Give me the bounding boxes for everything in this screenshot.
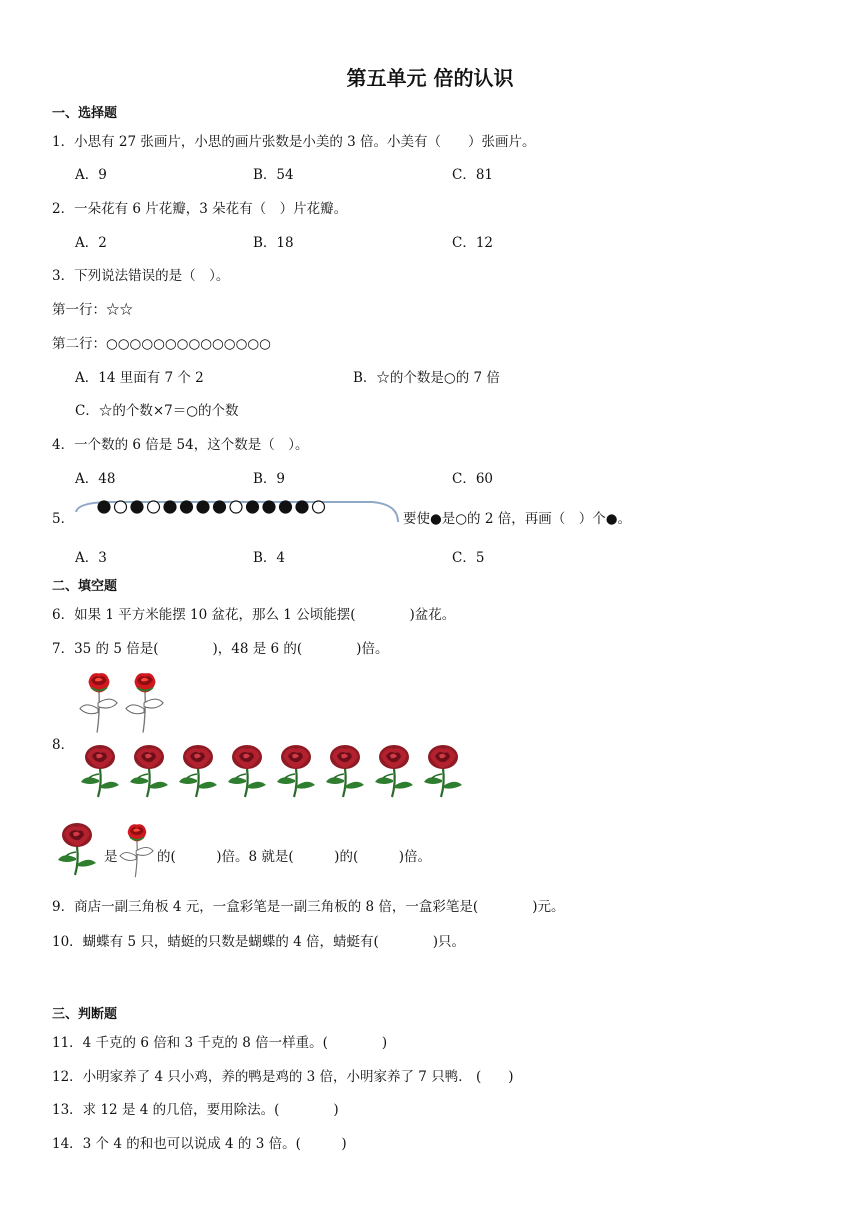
solid-bead [280,501,292,513]
q3-option-c[interactable]: C．☆的个数×7＝○的个数 [75,403,239,419]
question-12: 12．小明家养了 4 只小鸡，养的鸭是鸡的 3 倍，小明家养了 7 只鸭． ( ) [52,1069,514,1085]
solid-bead [164,501,176,513]
q8-number: 8． [52,737,75,753]
big-rose-icon [372,744,416,798]
solid-bead [263,501,275,513]
q5-option-a[interactable]: A．3 [75,550,107,566]
section-heading-choice: 一、选择题 [52,106,118,121]
question-5: 要使●是○的 2 倍，再画（ ）个●。 [403,511,632,527]
q8-question-text: 的( )倍。8 就是( )的( )倍。 [157,849,431,865]
question-1: 1．小思有 27 张画片，小思的画片张数是小美的 3 倍。小美有（ ）张画片。 [52,134,536,150]
q2-option-c[interactable]: C．12 [452,235,494,251]
hollow-bead [313,501,325,513]
hollow-bead [230,501,242,513]
q5-option-c[interactable]: C．5 [452,550,485,566]
hollow-bead [148,501,160,513]
bead-string-figure [72,494,402,528]
q4-option-b[interactable]: B．9 [253,471,286,487]
big-rose-icon [127,744,171,798]
question-10: 10．蝴蝶有 5 只，蜻蜓的只数是蝴蝶的 4 倍，蜻蜓有( )只。 [52,934,466,950]
question-14: 14．3 个 4 的和也可以说成 4 的 3 倍。( ) [52,1136,347,1152]
question-4: 4．一个数的 6 倍是 54，这个数是（ ）。 [52,437,309,453]
q4-option-a[interactable]: A．48 [75,471,116,487]
q2-option-b[interactable]: B．18 [253,235,294,251]
question-6: 6．如果 1 平方米能摆 10 盆花，那么 1 公顷能摆( )盆花。 [52,607,456,623]
big-rose-icon [323,744,367,798]
small-rose-icon [78,670,120,734]
solid-bead [247,501,259,513]
q1-option-c[interactable]: C．81 [452,167,494,183]
solid-bead [98,501,110,513]
q1-option-a[interactable]: A．9 [75,167,107,183]
q5-number: 5． [52,511,75,527]
big-rose-icon [78,744,122,798]
small-rose-row [78,670,170,738]
question-13: 13．求 12 是 4 的几倍，要用除法。( ) [52,1102,339,1118]
question-11: 11．4 千克的 6 倍和 3 千克的 8 倍一样重。( ) [52,1035,388,1051]
section-heading-judge: 三、判断题 [52,1007,118,1022]
big-rose-icon [176,744,220,798]
q3-option-b[interactable]: B．☆的个数是○的 7 倍 [353,370,500,386]
question-3: 3．下列说法错误的是（ ）。 [52,268,230,284]
q2-option-a[interactable]: A．2 [75,235,107,251]
big-rose-icon [274,744,318,798]
big-rose-icon [421,744,465,798]
q3-row-circles: 第二行：○○○○○○○○○○○○○○ [52,336,271,352]
big-rose-row [78,744,470,802]
q3-row-stars: 第一行：☆☆ [52,302,133,318]
solid-bead [197,501,209,513]
small-rose-icon [118,822,156,878]
page-title: 第五单元 倍的认识 [346,66,514,90]
q4-option-c[interactable]: C．60 [452,471,494,487]
hollow-bead [115,501,127,513]
question-7: 7．35 的 5 倍是( )，48 是 6 的( )倍。 [52,641,389,657]
solid-bead [131,501,143,513]
q8-word-is: 是 [104,849,118,865]
question-9: 9．商店一副三角板 4 元，一盒彩笔是一副三角板的 8 倍，一盒彩笔是( )元。 [52,899,565,915]
q5-option-b[interactable]: B．4 [253,550,286,566]
solid-bead [214,501,226,513]
big-rose-icon [55,822,99,876]
section-heading-fill: 二、填空题 [52,579,118,594]
small-rose-icon [124,670,166,734]
question-2: 2．一朵花有 6 片花瓣，3 朵花有（ ）片花瓣。 [52,201,348,217]
solid-bead [296,501,308,513]
solid-bead [181,501,193,513]
big-rose-icon [225,744,269,798]
q1-option-b[interactable]: B．54 [253,167,294,183]
q3-option-a[interactable]: A．14 里面有 7 个 2 [75,370,204,386]
